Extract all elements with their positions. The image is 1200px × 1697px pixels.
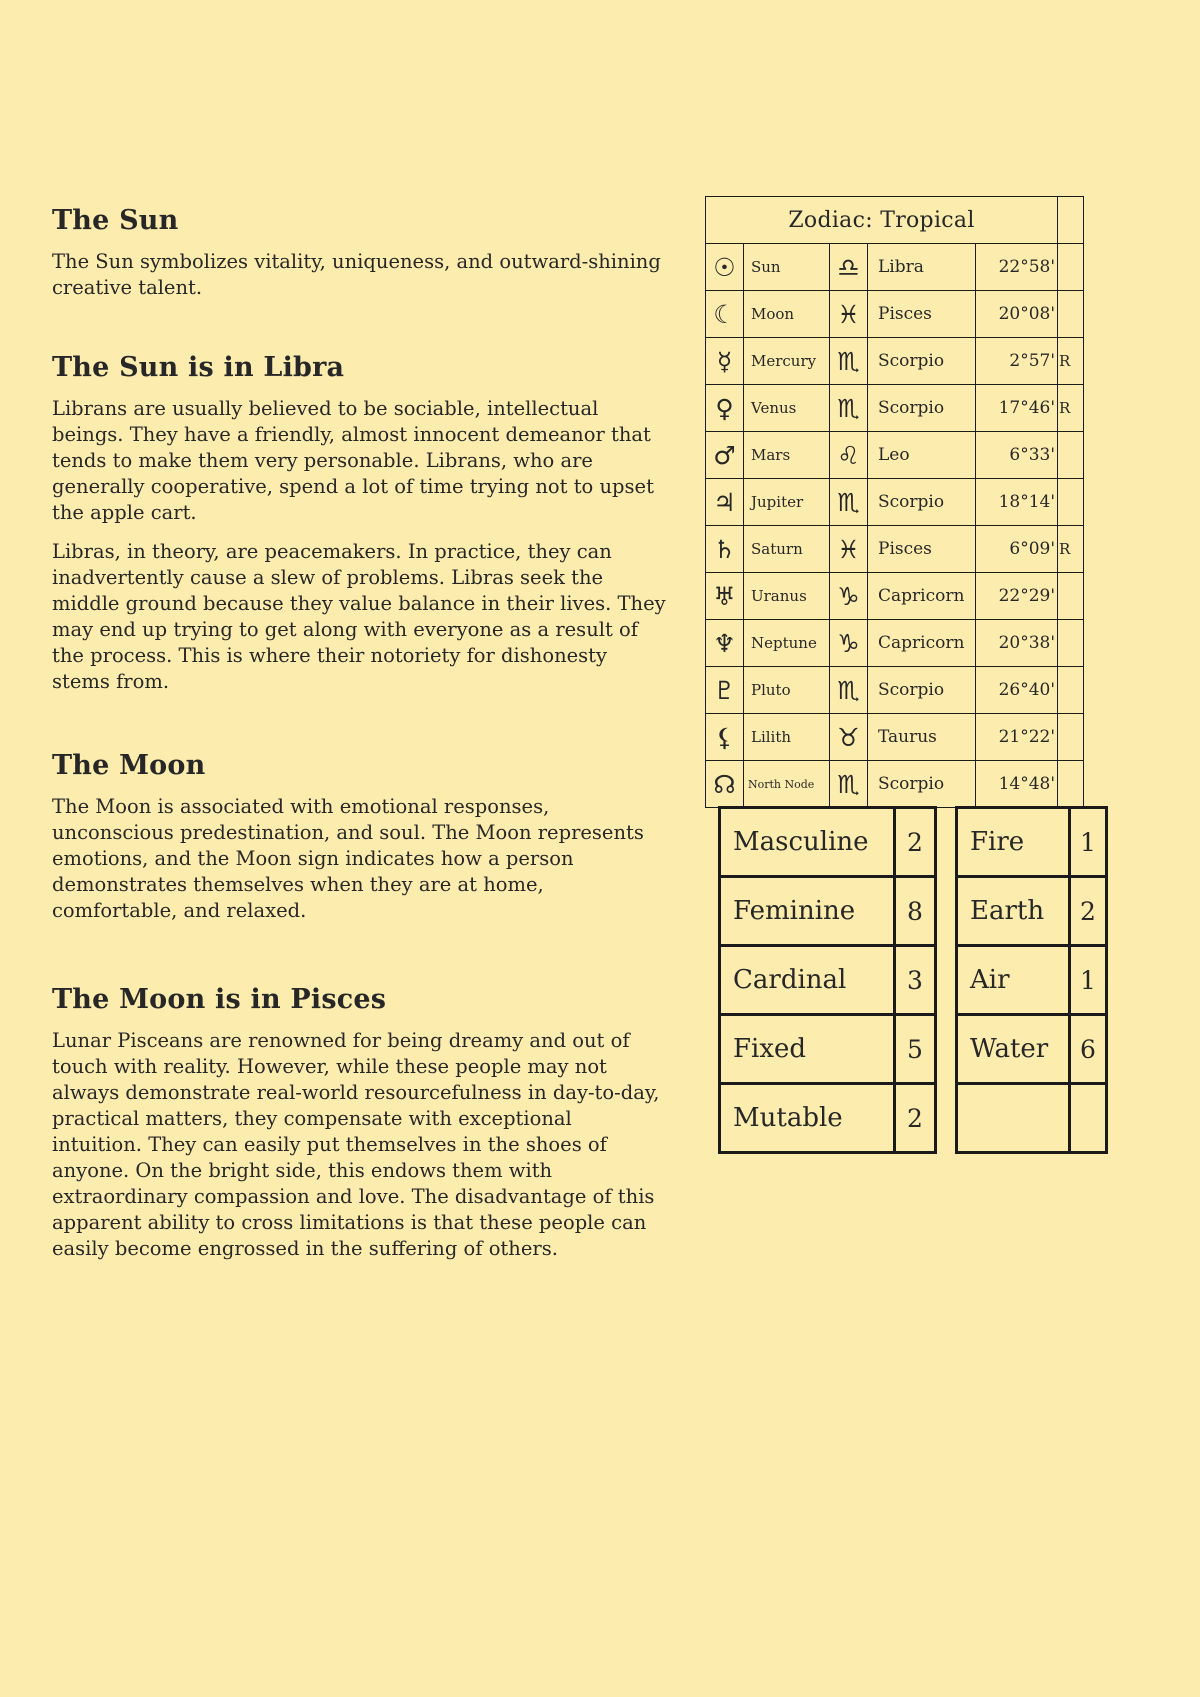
zodiac-header-spacer <box>1058 197 1084 244</box>
sign-name: Libra <box>868 244 976 291</box>
degree-value: 26°40' <box>976 667 1058 714</box>
degree-value: 22°29' <box>976 573 1058 620</box>
table-row <box>957 946 1107 1015</box>
neptune-icon: ♆ <box>706 620 744 667</box>
element-label: Water <box>957 1015 1070 1084</box>
modality-table <box>718 806 937 1154</box>
element-table <box>955 806 1108 1154</box>
section-paragraph: Lunar Pisceans are renowned for being dreamy and out of touch with reality. However, while these people may not always demonstrate real-world resourcefulness in day-to-day, practical matters, they compensate with exceptional intuition. They can easily put themselves in the shoes of anyone. On the bright side, this endows them with extraordinary compassion and love. The disadvantage of this apparent ability to cross limitations is that these people can easily become engrossed in the suffering of others. <box>52 1029 660 1260</box>
degree-value: 20°38' <box>976 620 1058 667</box>
table-row-saturn <box>706 526 1084 573</box>
lilith-icon: ⚸ <box>706 714 744 761</box>
element-count: 2 <box>1070 877 1107 946</box>
zodiac-header-row <box>706 197 1084 244</box>
mars-icon: ♂ <box>706 432 744 479</box>
scorpio-icon: ♏ <box>830 761 868 808</box>
table-row-north-node <box>706 761 1084 808</box>
planet-name: Sun <box>744 244 830 291</box>
mercury-icon: ☿ <box>706 338 744 385</box>
degree-value: 22°58' <box>976 244 1058 291</box>
modality-count: 2 <box>895 808 936 877</box>
section-heading: The Sun is in Libra <box>52 352 345 383</box>
modality-label: Masculine <box>720 808 895 877</box>
table-row-pluto <box>706 667 1084 714</box>
element-modality-summary <box>718 806 1108 1154</box>
planet-name: Venus <box>744 385 830 432</box>
sign-name: Capricorn <box>868 573 976 620</box>
retrograde-flag <box>1058 714 1084 761</box>
planet-name: Moon <box>744 291 830 338</box>
north-node-icon: ☊ <box>706 761 744 808</box>
retrograde-flag <box>1058 573 1084 620</box>
sign-name: Scorpio <box>868 761 976 808</box>
degree-value: 2°57' <box>976 338 1058 385</box>
degree-value: 17°46' <box>976 385 1058 432</box>
venus-icon: ♀ <box>706 385 744 432</box>
planet-name: Uranus <box>744 573 830 620</box>
table-row-jupiter <box>706 479 1084 526</box>
retrograde-flag: R <box>1058 338 1084 385</box>
sign-name: Scorpio <box>868 338 976 385</box>
retrograde-flag <box>1058 432 1084 479</box>
libra-icon: ♎ <box>830 244 868 291</box>
table-row-mercury <box>706 338 1084 385</box>
taurus-icon: ♉ <box>830 714 868 761</box>
planet-name: North Node <box>744 761 830 808</box>
table-row <box>957 877 1107 946</box>
planet-name: Pluto <box>744 667 830 714</box>
element-label: Earth <box>957 877 1070 946</box>
section-heading: The Moon is in Pisces <box>52 984 387 1015</box>
table-row-venus <box>706 385 1084 432</box>
planet-name: Mars <box>744 432 830 479</box>
modality-label: Fixed <box>720 1015 895 1084</box>
modality-label: Cardinal <box>720 946 895 1015</box>
section-paragraph: Librans are usually believed to be sociable, intellectual beings. They have a friendly, almost innocent demeanor that tends to make them very personable. Librans, who are generally cooperative, spend a lot of time trying not to upset the apple cart. <box>52 397 654 524</box>
retrograde-flag <box>1058 479 1084 526</box>
planet-name: Mercury <box>744 338 830 385</box>
degree-value: 6°09' <box>976 526 1058 573</box>
pluto-icon: ♇ <box>706 667 744 714</box>
table-row <box>957 1015 1107 1084</box>
zodiac-table <box>705 196 1084 808</box>
retrograde-flag <box>1058 244 1084 291</box>
sign-name: Scorpio <box>868 479 976 526</box>
element-count <box>1070 1084 1107 1153</box>
section-sun-in-libra <box>52 352 667 708</box>
section-moon-in-pisces <box>52 984 667 1275</box>
pisces-icon: ♓ <box>830 526 868 573</box>
table-row <box>957 808 1107 877</box>
modality-count: 2 <box>895 1084 936 1153</box>
modality-count: 3 <box>895 946 936 1015</box>
section-heading: The Sun <box>52 205 179 236</box>
retrograde-flag <box>1058 761 1084 808</box>
sign-name: Scorpio <box>868 385 976 432</box>
table-row-neptune <box>706 620 1084 667</box>
retrograde-flag <box>1058 620 1084 667</box>
degree-value: 18°14' <box>976 479 1058 526</box>
section-paragraph: Libras, in theory, are peacemakers. In practice, they can inadvertently cause a slew of problems. Libras seek the middle ground because they value balance in their lives. They may end up trying to get along with everyone as a result of the process. This is where their notoriety for dishonesty stems from. <box>52 540 666 693</box>
capricorn-icon: ♑ <box>830 620 868 667</box>
pisces-icon: ♓ <box>830 291 868 338</box>
zodiac-table-title: Zodiac: Tropical <box>706 197 1058 244</box>
element-count: 1 <box>1070 808 1107 877</box>
retrograde-flag: R <box>1058 526 1084 573</box>
modality-count: 8 <box>895 877 936 946</box>
sign-name: Taurus <box>868 714 976 761</box>
retrograde-flag <box>1058 667 1084 714</box>
leo-icon: ♌ <box>830 432 868 479</box>
table-row <box>720 808 936 877</box>
retrograde-flag <box>1058 291 1084 338</box>
element-label <box>957 1084 1070 1153</box>
degree-value: 6°33' <box>976 432 1058 479</box>
table-row <box>720 877 936 946</box>
section-paragraph: The Moon is associated with emotional responses, unconscious predestination, and soul. The Moon represents emotions, and the Moon sign indicates how a person demonstrates themselves when they are at home, comfortable, and relaxed. <box>52 795 644 922</box>
table-row-lilith <box>706 714 1084 761</box>
scorpio-icon: ♏ <box>830 385 868 432</box>
degree-value: 21°22' <box>976 714 1058 761</box>
table-row-moon <box>706 291 1084 338</box>
sign-name: Leo <box>868 432 976 479</box>
table-row-mars <box>706 432 1084 479</box>
section-the-moon <box>52 750 667 937</box>
saturn-icon: ♄ <box>706 526 744 573</box>
capricorn-icon: ♑ <box>830 573 868 620</box>
modality-label: Feminine <box>720 877 895 946</box>
sun-icon: ☉ <box>706 244 744 291</box>
moon-icon: ☾ <box>706 291 744 338</box>
sign-name: Capricorn <box>868 620 976 667</box>
planet-name: Neptune <box>744 620 830 667</box>
planet-name: Saturn <box>744 526 830 573</box>
scorpio-icon: ♏ <box>830 667 868 714</box>
sign-name: Pisces <box>868 291 976 338</box>
scorpio-icon: ♏ <box>830 479 868 526</box>
section-the-sun <box>52 205 667 314</box>
planet-name: Lilith <box>744 714 830 761</box>
retrograde-flag: R <box>1058 385 1084 432</box>
degree-value: 20°08' <box>976 291 1058 338</box>
element-count: 1 <box>1070 946 1107 1015</box>
table-row-uranus <box>706 573 1084 620</box>
table-row <box>720 1084 936 1153</box>
table-row <box>720 1015 936 1084</box>
sign-name: Scorpio <box>868 667 976 714</box>
element-label: Air <box>957 946 1070 1015</box>
table-row <box>957 1084 1107 1153</box>
table-row <box>720 946 936 1015</box>
section-paragraph: The Sun symbolizes vitality, uniqueness, and outward-shining creative talent. <box>52 250 661 299</box>
table-row-sun <box>706 244 1084 291</box>
modality-label: Mutable <box>720 1084 895 1153</box>
section-heading: The Moon <box>52 750 206 781</box>
modality-count: 5 <box>895 1015 936 1084</box>
scorpio-icon: ♏ <box>830 338 868 385</box>
jupiter-icon: ♃ <box>706 479 744 526</box>
element-count: 6 <box>1070 1015 1107 1084</box>
element-label: Fire <box>957 808 1070 877</box>
degree-value: 14°48' <box>976 761 1058 808</box>
sign-name: Pisces <box>868 526 976 573</box>
uranus-icon: ♅ <box>706 573 744 620</box>
planet-name: Jupiter <box>744 479 830 526</box>
